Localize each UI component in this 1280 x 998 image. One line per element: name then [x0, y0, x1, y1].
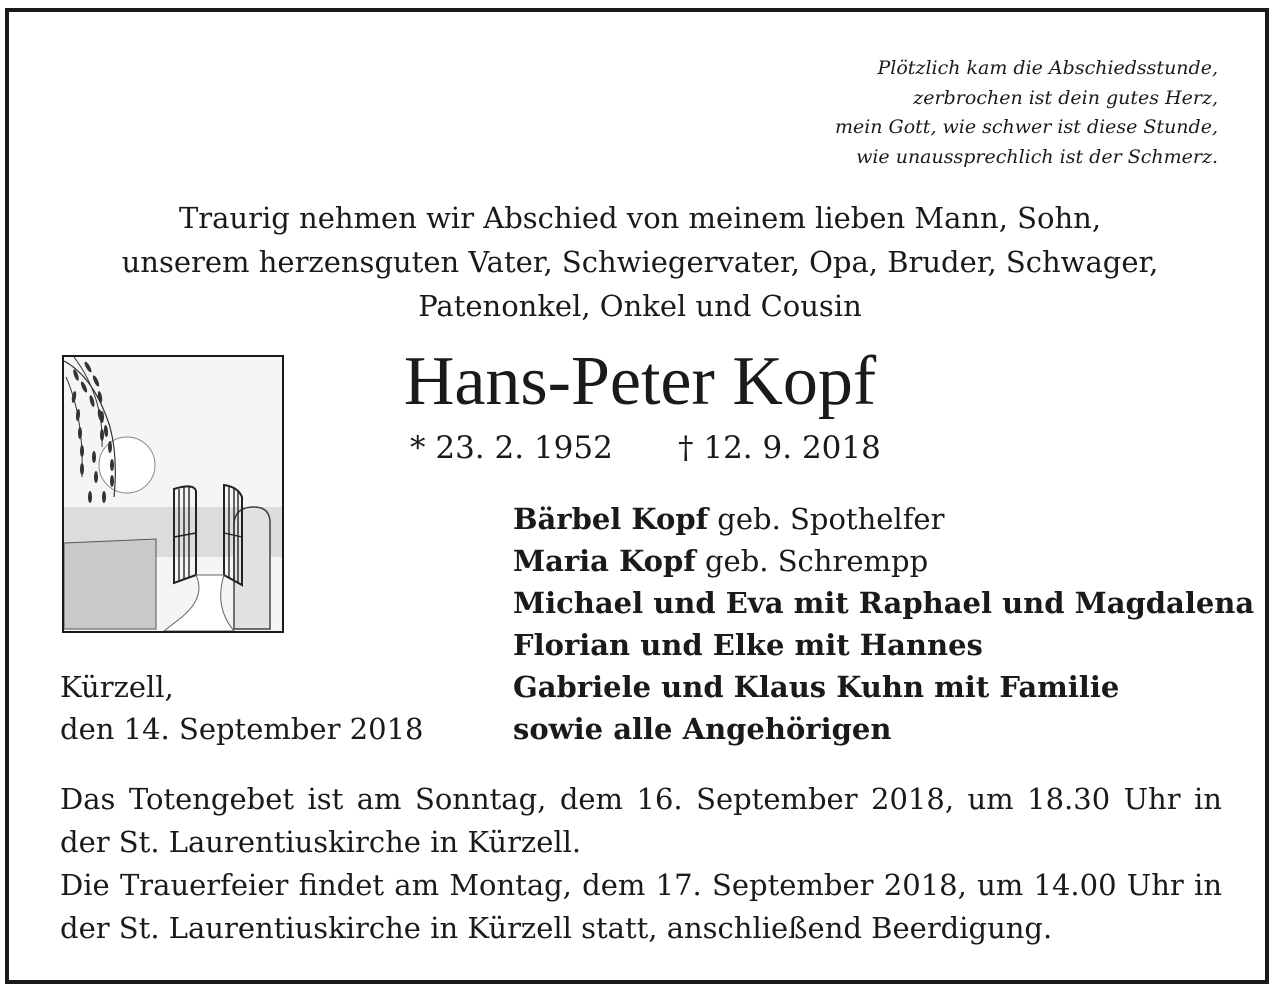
place-town: Kürzell,: [60, 670, 174, 704]
mourner-line: [513, 666, 1254, 708]
poem-line: wie unaussprechlich ist der Schmerz.: [856, 145, 1218, 168]
mourner-name: Maria Kopf: [513, 544, 696, 578]
poem-line: mein Gott, wie schwer ist diese Stunde,: [834, 116, 1218, 138]
mourner-name: Gabriele und Klaus Kuhn mit Familie: [513, 670, 1120, 704]
mourner-name: sowie alle Angehörigen: [513, 712, 892, 746]
service-details: [60, 778, 1222, 950]
intro-text: [0, 196, 1280, 328]
mourner-note: geb. Schrempp: [695, 544, 929, 578]
deceased-name: Hans-Peter Kopf: [403, 343, 877, 420]
intro-line: Traurig nehmen wir Abschied von meinem lieben Mann, Sohn,: [178, 201, 1102, 235]
mourner-line: [513, 582, 1254, 624]
mourner-line: [513, 708, 1254, 750]
birth-date: * 23. 2. 1952: [410, 430, 613, 466]
mourner-name: Florian und Elke mit Hannes: [513, 628, 983, 662]
place-and-date: [60, 666, 423, 750]
poem: [835, 54, 1218, 172]
mourner-name: Bärbel Kopf: [513, 502, 709, 536]
death-date: † 12. 9. 2018: [678, 430, 881, 466]
mourner-line: [513, 540, 1254, 582]
intro-line: Patenonkel, Onkel und Cousin: [418, 289, 862, 323]
place-date: den 14. September 2018: [60, 712, 424, 746]
mourner-line: [513, 624, 1254, 666]
mourners-list: [513, 498, 1254, 750]
poem-line: Plötzlich kam die Abschiedsstunde,: [877, 57, 1218, 79]
mourner-note: geb. Spothelfer: [708, 502, 945, 536]
funeral-notice: Die Trauerfeier findet am Montag, dem 17. September 2018, um 14.00 Uhr in der St. Laurentiuskirche in Kürzell statt, anschließend Beerdigung.: [60, 868, 1222, 945]
mourner-name: Michael und Eva mit Raphael und Magdalena: [513, 586, 1255, 620]
mourner-line: [513, 498, 1254, 540]
poem-line: zerbrochen ist dein gutes Herz,: [913, 86, 1218, 109]
prayer-notice: Das Totengebet ist am Sonntag, dem 16. September 2018, um 18.30 Uhr in der St. Laurentiuskirche in Kürzell.: [60, 782, 1222, 859]
intro-line: unserem herzensguten Vater, Schwiegervater, Opa, Bruder, Schwager,: [121, 245, 1159, 279]
